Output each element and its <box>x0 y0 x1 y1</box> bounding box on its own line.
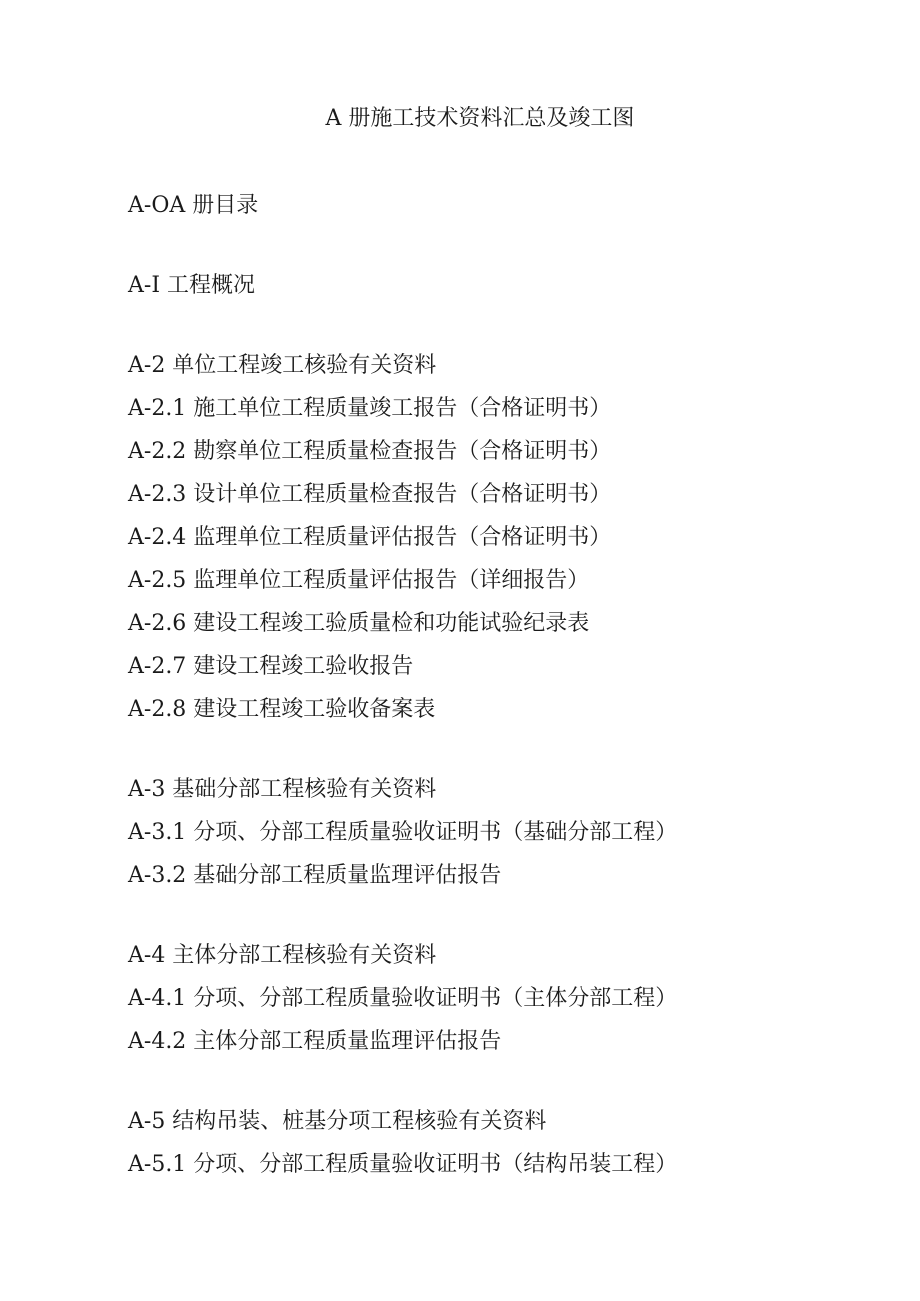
toc-section-a2: A-2 单位工程竣工核验有关资料 <box>128 353 437 378</box>
table-of-contents <box>128 184 888 1186</box>
document-title: A 册施工技术资料汇总及竣工图 <box>325 106 635 131</box>
section-gap <box>128 897 888 934</box>
toc-entry-a2-5: A-2.5 监理单位工程质量评估报告（详细报告） <box>128 568 590 593</box>
toc-entry-a2-2: A-2.2 勘察单位工程质量检查报告（合格证明书） <box>128 439 612 464</box>
section-gap <box>128 307 888 344</box>
toc-section-a5: A-5 结构吊装、桩基分项工程核验有关资料 <box>128 1109 547 1134</box>
section-gap <box>128 1063 888 1100</box>
toc-entry-a3-2: A-3.2 基础分部工程质量监理评估报告 <box>128 863 502 888</box>
toc-section-a3: A-3 基础分部工程核验有关资料 <box>128 777 437 802</box>
section-gap <box>128 227 888 264</box>
toc-section-a4: A-4 主体分部工程核验有关资料 <box>128 943 437 968</box>
toc-entry-a1: A-I 工程概况 <box>128 273 256 298</box>
toc-entry-a2-8: A-2.8 建设工程竣工验收备案表 <box>128 697 436 722</box>
toc-entry-a2-4: A-2.4 监理单位工程质量评估报告（合格证明书） <box>128 525 612 550</box>
toc-entry-a2-6: A-2.6 建设工程竣工验质量检和功能试验纪录表 <box>128 611 590 636</box>
toc-entry-a0: A-OA 册目录 <box>128 193 259 218</box>
toc-entry-a2-3: A-2.3 设计单位工程质量检查报告（合格证明书） <box>128 482 612 507</box>
section-gap <box>128 731 888 768</box>
toc-entry-a4-2: A-4.2 主体分部工程质量监理评估报告 <box>128 1029 502 1054</box>
toc-entry-a5-1: A-5.1 分项、分部工程质量验收证明书（结构吊装工程） <box>128 1152 678 1177</box>
toc-entry-a2-7: A-2.7 建设工程竣工验收报告 <box>128 654 414 679</box>
toc-entry-a2-1: A-2.1 施工单位工程质量竣工报告（合格证明书） <box>128 396 612 421</box>
toc-entry-a3-1: A-3.1 分项、分部工程质量验收证明书（基础分部工程） <box>128 820 678 845</box>
toc-entry-a4-1: A-4.1 分项、分部工程质量验收证明书（主体分部工程） <box>128 986 678 1011</box>
